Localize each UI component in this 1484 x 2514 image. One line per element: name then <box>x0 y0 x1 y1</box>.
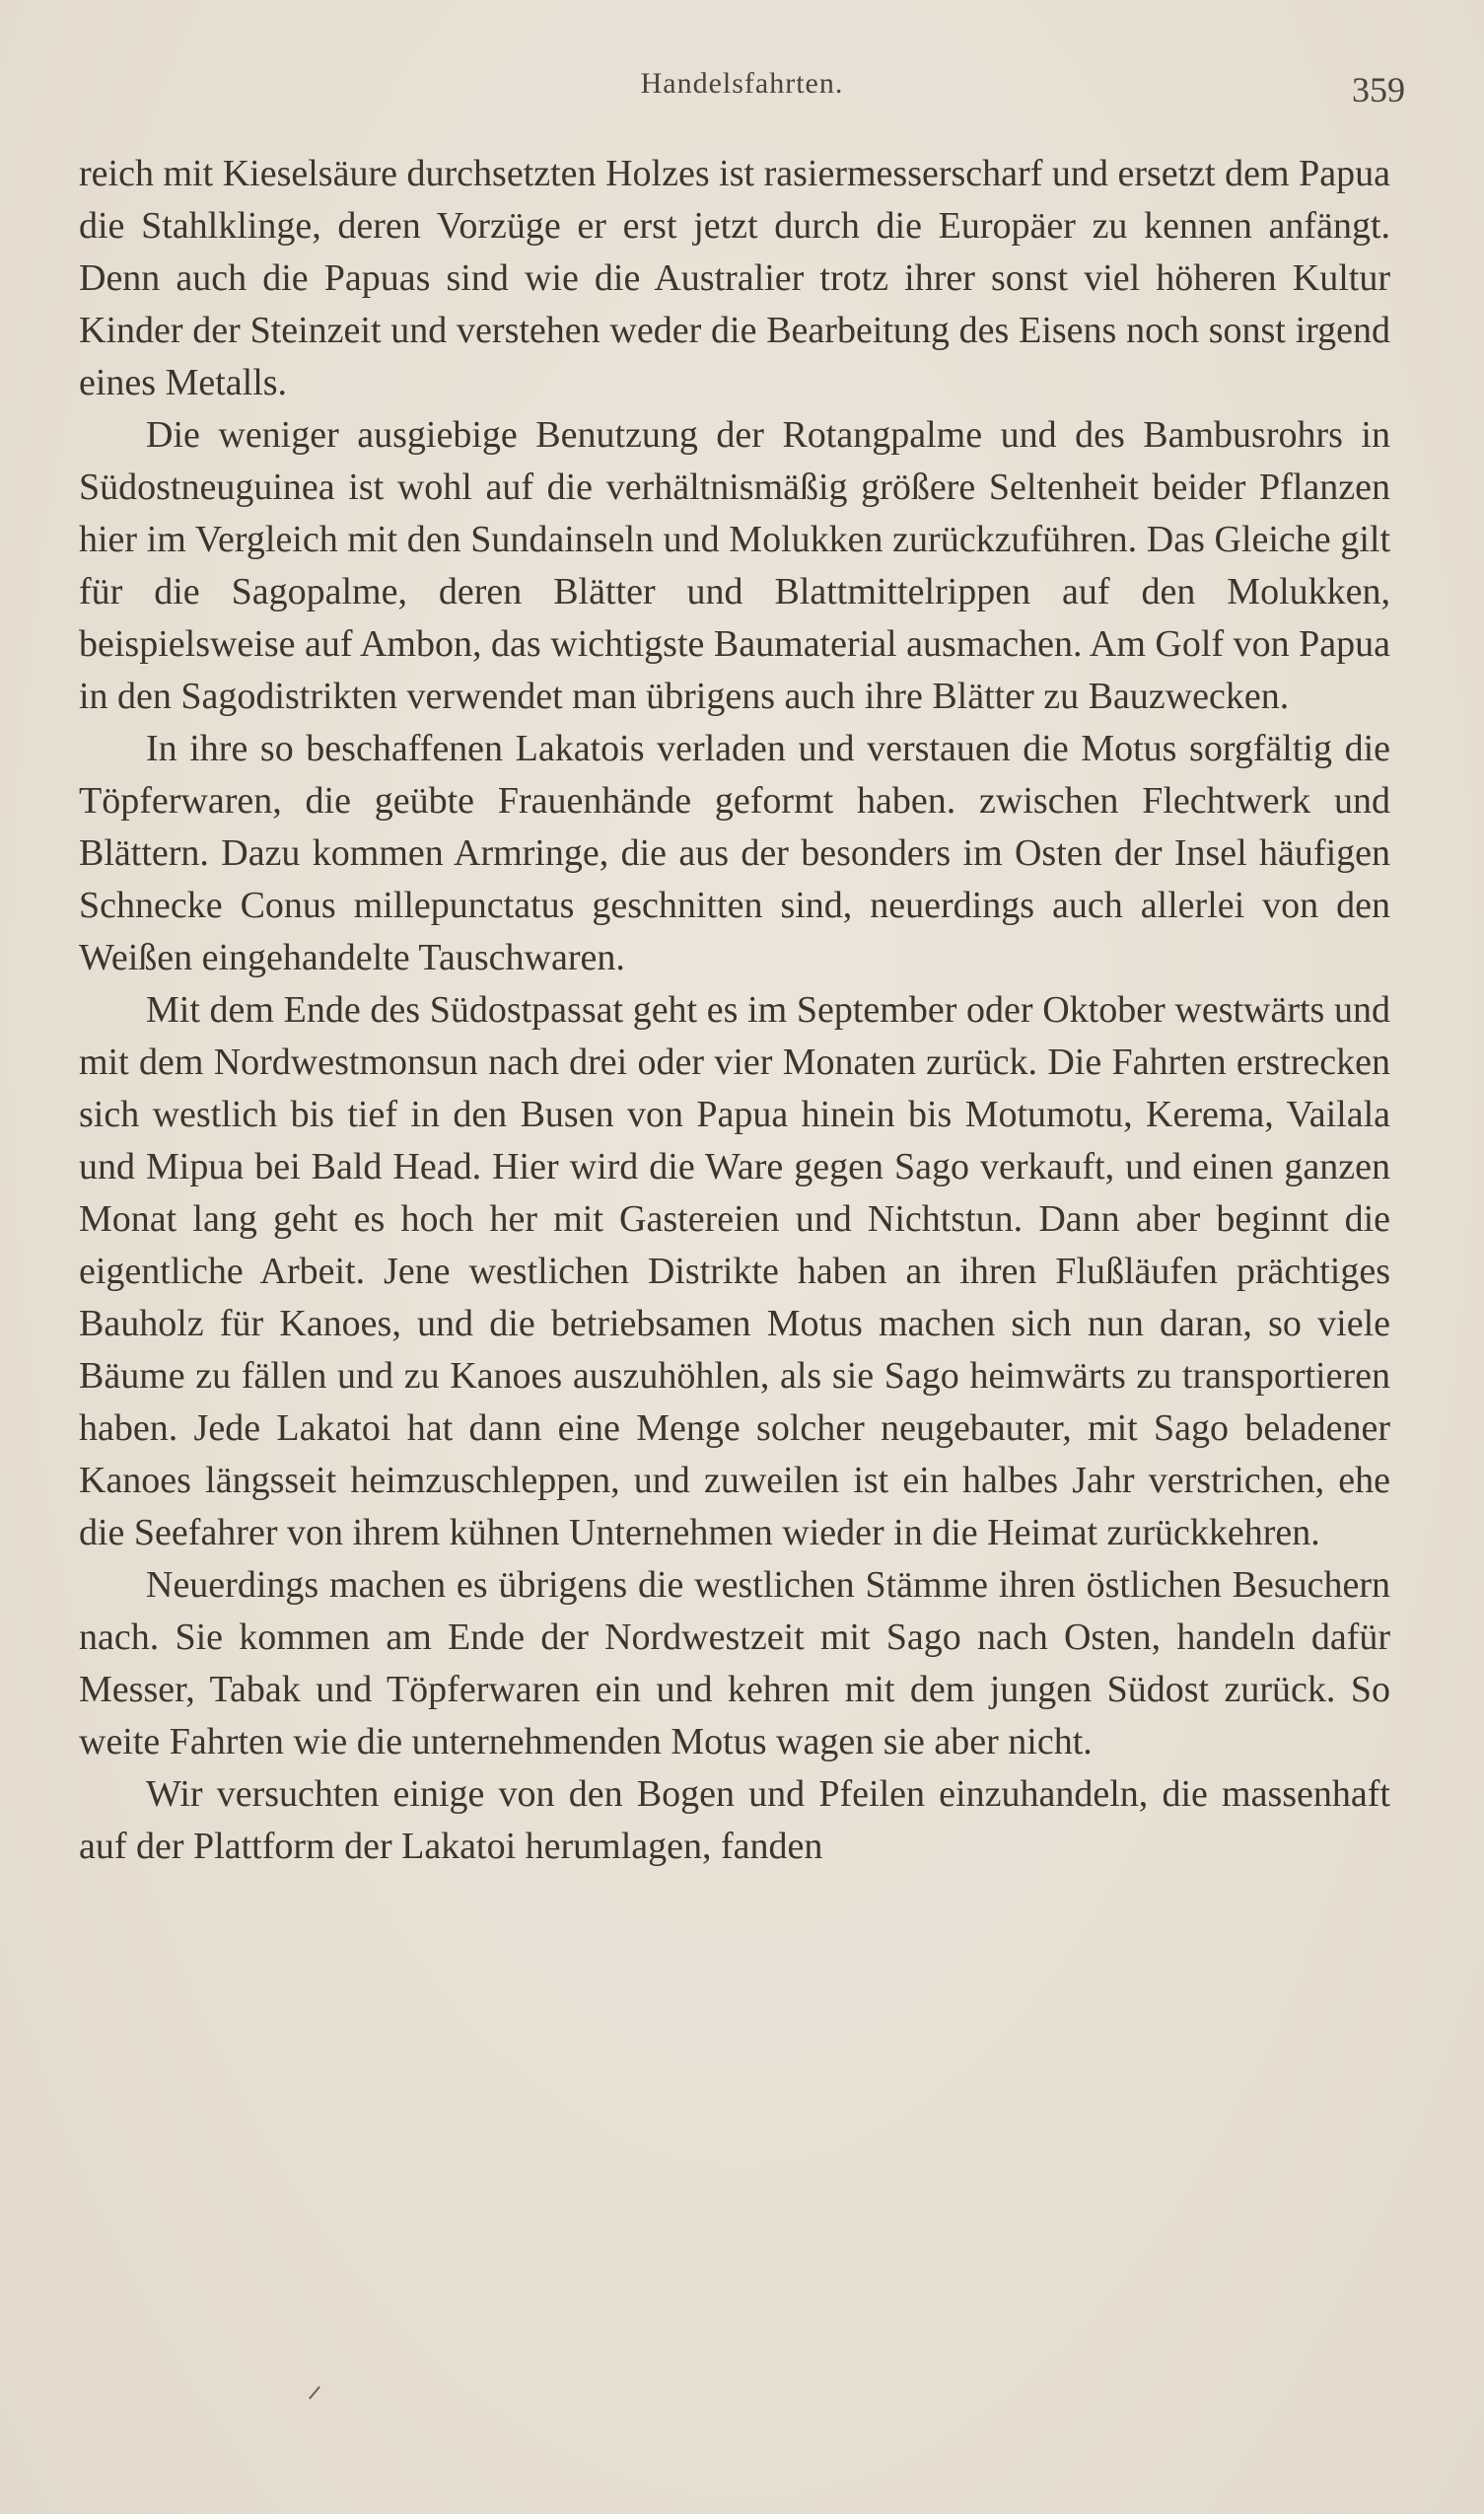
paragraph: Wir versuchten einige von den Bogen und Pfeilen einzuhandeln, die massenhaft auf der Plattform der Lakatoi herumlagen, fanden <box>79 1773 1390 1867</box>
page-header <box>79 61 1405 110</box>
pencil-mark <box>309 2386 320 2400</box>
paragraph-continuation: reich mit Kieselsäure durchsetzten Holzes ist rasiermesserscharf und ersetzt dem Papua die Stahlklinge, deren Vorzüge er erst jetzt durch die Europäer zu kennen anfängt. Denn auch die Papuas sind wie die Australier trotz ihrer sonst viel höheren Kultur Kinder der Steinzeit und verstehen weder die Bearbeitung des Eisens noch sonst irgend eines Metalls. <box>79 153 1390 403</box>
paragraph: Die weniger ausgiebige Benutzung der Rotangpalme und des Bambusrohrs in Südostneuguinea ist wohl auf die verhältnismäßig größere Seltenheit beider Pflanzen hier im Vergleich mit den Sundainseln und Molukken zurückzuführen. Das Gleiche gilt für die Sagopalme, deren Blätter und Blattmittelrippen auf den Molukken, beispielsweise auf Ambon, das wichtigste Baumaterial ausmachen. Am Golf von Papua in den Sagodistrikten verwendet man übrigens auch ihre Blätter zu Bauzwecken. <box>79 414 1390 717</box>
body-text <box>79 148 1390 1873</box>
paragraph: Mit dem Ende des Südostpassat geht es im September oder Oktober westwärts und mit dem Nordwestmonsun nach drei oder vier Monaten zurück. Die Fahrten erstrecken sich westlich bis tief in den Busen von Papua hinein bis Motumotu, Kerema, Vailala und Mipua bei Bald Head. Hier wird die Ware gegen Sago verkauft, und einen ganzen Monat lang geht es hoch her mit Gastereien und Nichtstun. Dann aber beginnt die eigentliche Arbeit. Jene westlichen Distrikte haben an ihren Flußläufen prächtiges Bauholz für Kanoes, und die betriebsamen Motus machen sich nun daran, so viele Bäume zu fällen und zu Kanoes auszuhöhlen, als sie Sago heimwärts zu transportieren haben. Jede Lakatoi hat dann eine Menge solcher neugebauter, mit Sago beladener Kanoes längsseit heimzuschleppen, und zuweilen ist ein halbes Jahr verstrichen, ehe die Seefahrer von ihrem kühnen Unternehmen wieder in die Heimat zurückkehren. <box>79 989 1390 1553</box>
paragraph: In ihre so beschaffenen Lakatois verladen und verstauen die Motus sorgfältig die Töpferwaren, die geübte Frauenhände geformt haben. zwischen Flechtwerk und Blättern. Dazu kommen Armringe, die aus der besonders im Osten der Insel häufigen Schnecke Conus millepunctatus geschnitten sind, neuerdings auch allerlei von den Weißen eingehandelte Tauschwaren. <box>79 728 1390 978</box>
page-number: 359 <box>1352 70 1405 109</box>
running-title: Handelsfahrten. <box>640 67 844 100</box>
paragraph: Neuerdings machen es übrigens die westlichen Stämme ihren östlichen Besuchern nach. Sie kommen am Ende der Nordwestzeit mit Sago nach Osten, handeln dafür Messer, Tabak und Töpferwaren ein und kehren mit dem jungen Südost zurück. So weite Fahrten wie die unternehmenden Motus wagen sie aber nicht. <box>79 1564 1390 1762</box>
